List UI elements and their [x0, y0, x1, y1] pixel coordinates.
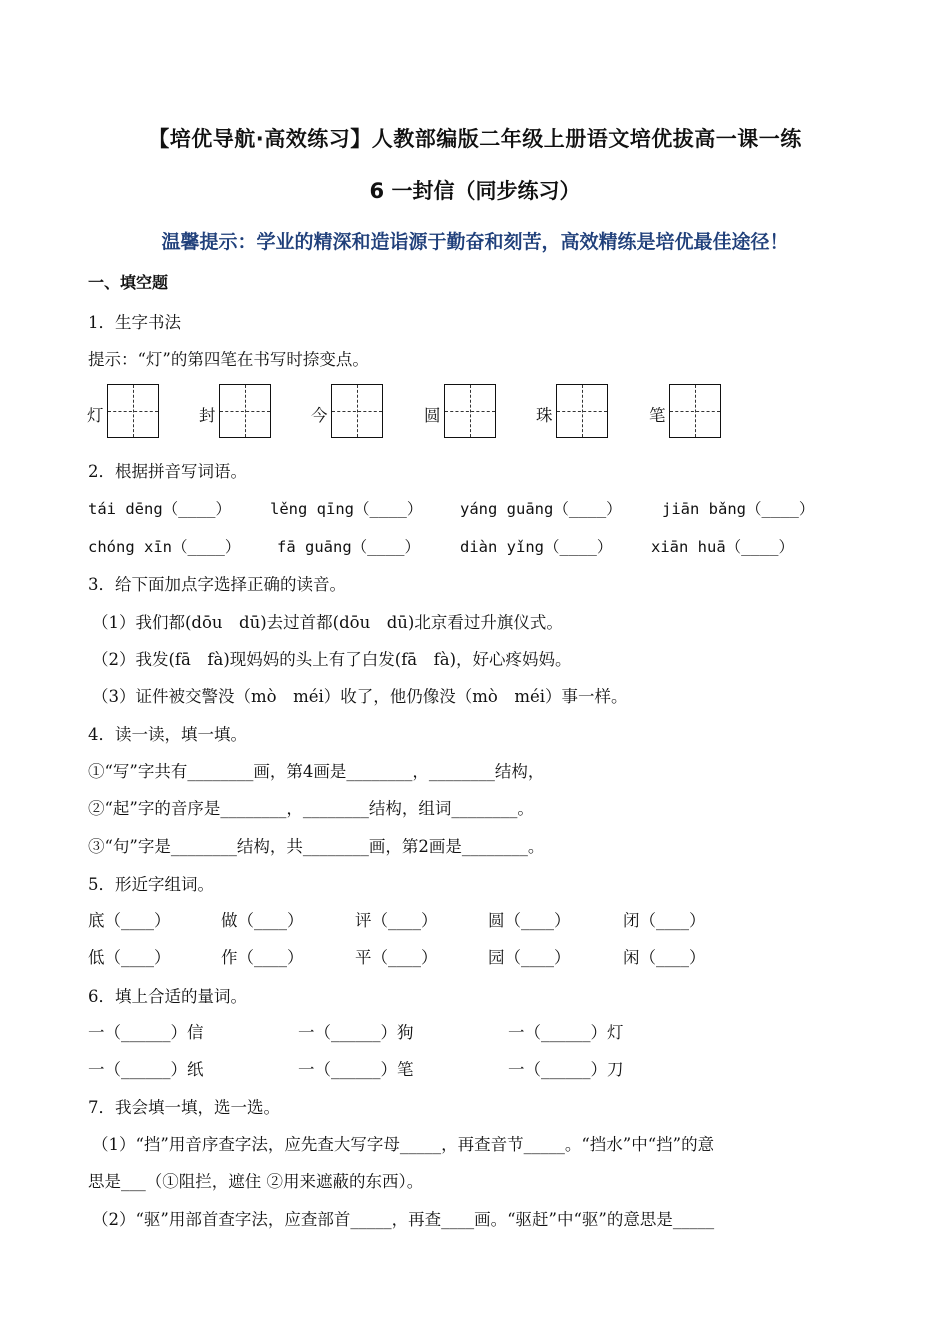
similar-char-item[interactable]: 作（____）: [221, 948, 304, 967]
reading-choice-line[interactable]: （1）我们都(dōu dū)去过首都(dōu dū)北京看过升旗仪式。: [92, 613, 563, 632]
tian-grid-box[interactable]: [107, 384, 159, 438]
pinyin-item[interactable]: chóng xīn（____）: [88, 538, 241, 556]
tian-grid-box[interactable]: [444, 384, 496, 438]
question-4-title: 4．读一读，填一填。: [88, 725, 247, 744]
pinyin-item[interactable]: lěng qīng（____）: [270, 500, 423, 518]
measure-word-item[interactable]: 一（______）纸: [88, 1060, 204, 1079]
dictionary-question-line[interactable]: （1）“挡”用音序查字法，应先查大写字母_____，再查音节_____。“挡水”中“挡”的意: [92, 1135, 715, 1154]
similar-char-item[interactable]: 底（____）: [88, 911, 171, 930]
pinyin-item[interactable]: xiān huā（____）: [651, 538, 794, 556]
section-heading: 一、填空题: [88, 273, 169, 292]
grid-char: 今: [311, 406, 328, 425]
question-3-title: 3．给下面加点字选择正确的读音。: [88, 575, 346, 594]
fill-in-line[interactable]: ③“句”字是________结构，共________画，第2画是________。: [88, 837, 545, 856]
question-6-title: 6．填上合适的量词。: [88, 987, 247, 1006]
similar-char-item[interactable]: 做（____）: [221, 911, 304, 930]
similar-char-item[interactable]: 平（____）: [355, 948, 438, 967]
fill-in-line[interactable]: ①“写”字共有________画，第4画是________，________结构，: [88, 762, 545, 781]
reading-choice-line[interactable]: （3）证件被交警没（mò méi）收了，他仍像没（mò méi）事一样。: [92, 687, 628, 706]
pinyin-item[interactable]: diàn yǐng（____）: [460, 538, 613, 556]
question-1-title: 1．生字书法: [88, 313, 181, 332]
measure-word-item[interactable]: 一（______）笔: [298, 1060, 414, 1079]
lesson-subtitle: 6 一封信（同步练习）: [369, 179, 581, 203]
page-title: 【培优导航·高效练习】人教部编版二年级上册语文培优拔高一课一练: [148, 127, 802, 151]
grid-char: 灯: [87, 406, 104, 425]
grid-char: 珠: [536, 406, 553, 425]
dictionary-question-line[interactable]: 思是___（①阻拦，遮住 ②用来遮蔽的东西）。: [88, 1172, 424, 1191]
reading-choice-line[interactable]: （2）我发(fā fà)现妈妈的头上有了白发(fā fà)，好心疼妈妈。: [92, 650, 572, 669]
question-7-title: 7．我会填一填，选一选。: [88, 1098, 280, 1117]
fill-in-line[interactable]: ②“起”字的音序是________，________结构，组词________。: [88, 799, 534, 818]
question-1-hint: 提示：“灯”的第四笔在书写时捺变点。: [88, 350, 369, 369]
similar-char-item[interactable]: 圆（____）: [488, 911, 571, 930]
similar-char-item[interactable]: 闭（____）: [623, 911, 706, 930]
similar-char-item[interactable]: 闲（____）: [623, 948, 706, 967]
measure-word-item[interactable]: 一（______）刀: [508, 1060, 624, 1079]
grid-char: 笔: [649, 406, 666, 425]
tian-grid-box[interactable]: [331, 384, 383, 438]
similar-char-item[interactable]: 评（____）: [355, 911, 438, 930]
pinyin-item[interactable]: fā guāng（____）: [277, 538, 420, 556]
measure-word-item[interactable]: 一（______）狗: [298, 1023, 414, 1042]
similar-char-item[interactable]: 园（____）: [488, 948, 571, 967]
pinyin-item[interactable]: tái dēng（____）: [88, 500, 231, 518]
question-5-title: 5．形近字组词。: [88, 875, 214, 894]
measure-word-item[interactable]: 一（______）信: [88, 1023, 204, 1042]
grid-char: 封: [199, 406, 216, 425]
grid-char: 圆: [424, 406, 441, 425]
tian-grid-box[interactable]: [669, 384, 721, 438]
pinyin-item[interactable]: yáng guāng（____）: [460, 500, 622, 518]
tian-grid-box[interactable]: [556, 384, 608, 438]
question-2-title: 2．根据拼音写词语。: [88, 462, 247, 481]
dictionary-question-line[interactable]: （2）“驱”用部首查字法，应查部首_____，再查____画。“驱赶”中“驱”的意思是_____: [92, 1210, 715, 1229]
measure-word-item[interactable]: 一（______）灯: [508, 1023, 624, 1042]
similar-char-item[interactable]: 低（____）: [88, 948, 171, 967]
tian-grid-box[interactable]: [219, 384, 271, 438]
tip-banner: 温馨提示：学业的精深和造诣源于勤奋和刻苦，高效精练是培优最佳途径！: [161, 231, 789, 253]
pinyin-item[interactable]: jiān bǎng（____）: [662, 500, 815, 518]
